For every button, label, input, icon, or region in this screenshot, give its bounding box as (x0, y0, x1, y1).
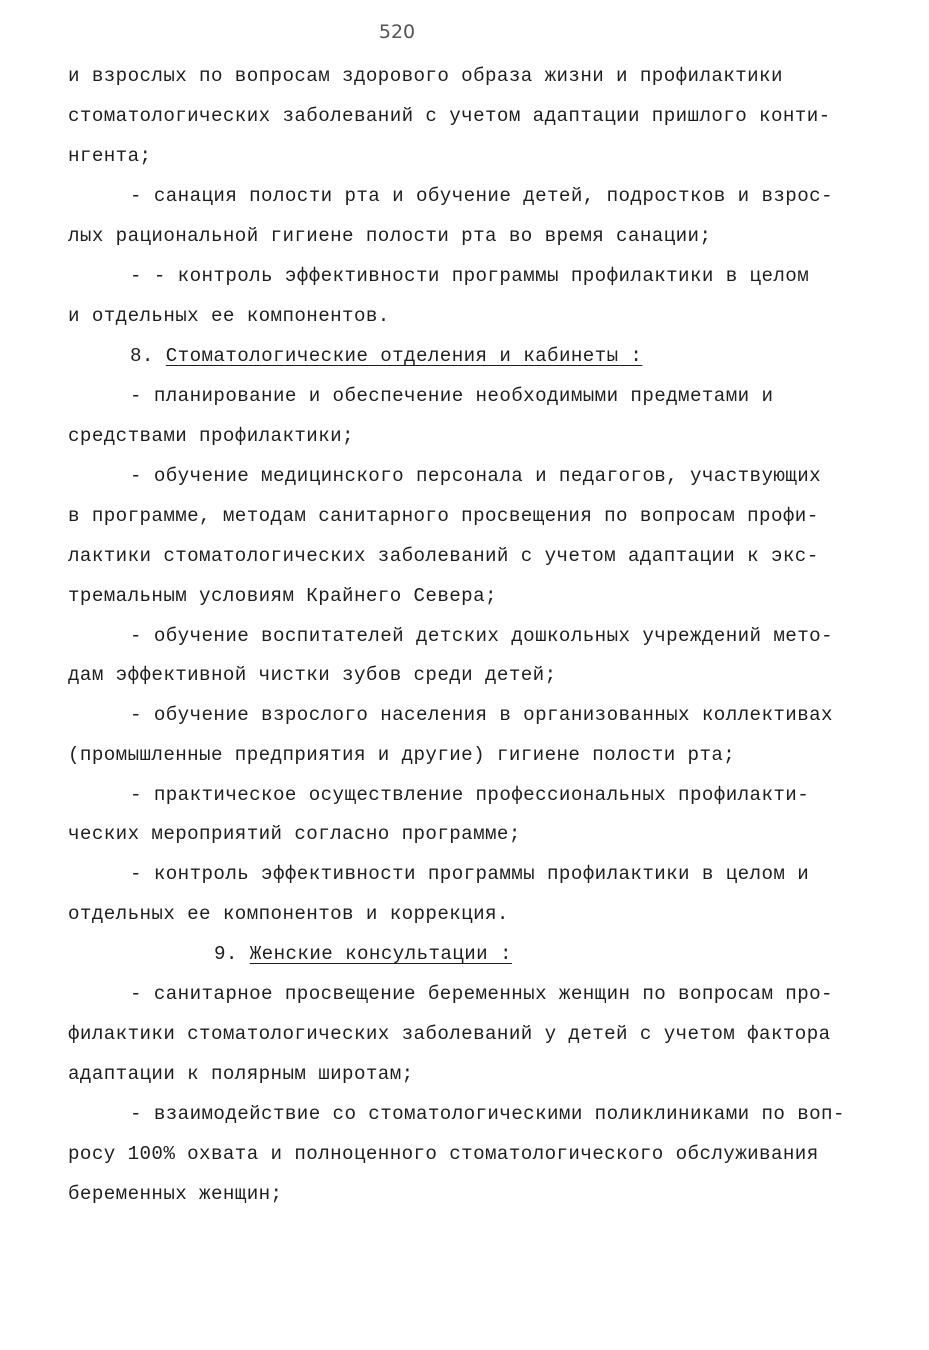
section-title: Стоматологические отделения и кабинеты : (165, 345, 643, 367)
text-line: в программе, методам санитарного просвещения по вопросам профи- (68, 505, 819, 527)
text-line: - практическое осуществление профессиональных профилакти- (130, 784, 810, 806)
section-title: Женские консультации : (249, 943, 512, 965)
text-line: отдельных ее компонентов и коррекция. (68, 903, 509, 925)
text-line: адаптации к полярным широтам; (68, 1063, 414, 1085)
text-line: тремальным условиям Крайнего Севера; (68, 585, 497, 607)
text-line: - обучение взрослого населения в организованных коллективах (130, 704, 833, 726)
text-line: - обучение воспитателей детских дошкольных учреждений мето- (130, 625, 833, 647)
text-line: - контроль эффективности программы профилактики в целом и (130, 863, 810, 885)
text-line: и отдельных ее компонентов. (68, 305, 390, 327)
section-number: 9. (214, 943, 238, 965)
page-number: 520 (378, 21, 416, 43)
text-line: - санитарное просвещение беременных женщин по вопросам про- (130, 983, 833, 1005)
text-line: - санация полости рта и обучение детей, подростков и взрос- (130, 185, 833, 207)
text-line: дам эффективной чистки зубов среди детей; (68, 664, 557, 686)
text-line: лых рациональной гигиене полости рта во время санации; (68, 225, 712, 247)
text-line: ческих мероприятий согласно программе; (68, 823, 521, 845)
section-heading-8 (130, 343, 642, 369)
text-line: беременных женщин; (68, 1183, 283, 1205)
text-line: стоматологических заболеваний с учетом адаптации пришлого конти- (68, 105, 831, 127)
text-line: лактики стоматологических заболеваний с учетом адаптации к экс- (68, 545, 819, 567)
section-heading-9 (214, 941, 512, 967)
text-line: - - контроль эффективности программы профилактики в целом (130, 265, 810, 287)
text-line: нгента; (68, 145, 152, 167)
text-line: росу 100% охвата и полноценного стоматологического обслуживания (68, 1143, 819, 1165)
text-line: - планирование и обеспечение необходимыми предметами и (130, 385, 774, 407)
section-number: 8. (130, 345, 154, 367)
text-line: средствами профилактики; (68, 425, 354, 447)
text-line: (промышленные предприятия и другие) гигиене полости рта; (68, 744, 736, 766)
text-line: филактики стоматологических заболеваний у детей с учетом фактора (68, 1023, 831, 1045)
text-line: - обучение медицинского персонала и педагогов, участвующих (130, 465, 822, 487)
text-line: - взаимодействие со стоматологическими поликлиниками по воп- (130, 1103, 845, 1125)
text-line: и взрослых по вопросам здорового образа жизни и профилактики (68, 65, 783, 87)
